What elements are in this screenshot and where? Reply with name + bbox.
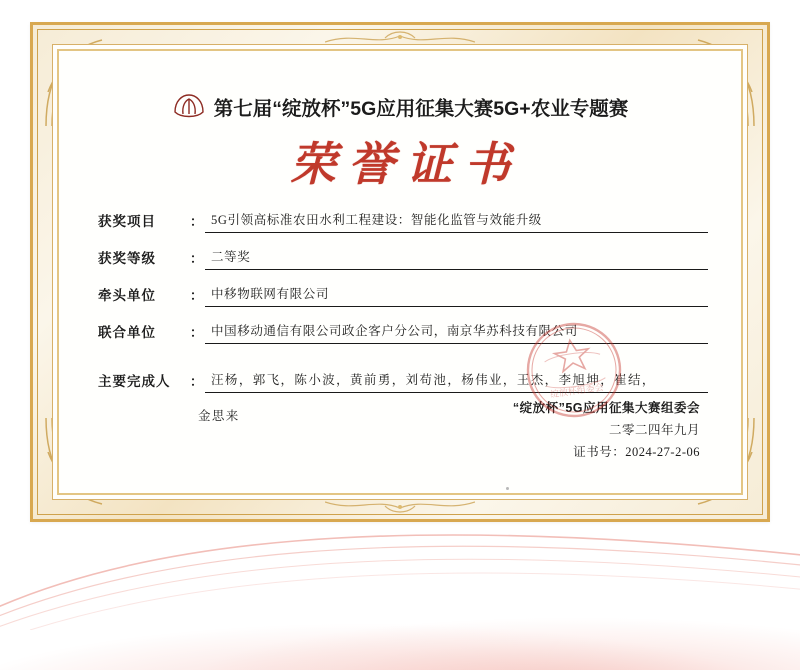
contributors-names-line-2: 金思来 xyxy=(198,409,240,423)
issue-date: 二零二四年九月 xyxy=(608,423,700,438)
field-value-underline xyxy=(205,247,708,270)
field-row xyxy=(98,321,708,344)
signoff-block xyxy=(513,398,700,464)
certificate-number-row xyxy=(513,442,700,464)
field-value: 中移物联网有限公司 xyxy=(211,287,329,301)
field-colon: ： xyxy=(190,288,204,303)
field-row xyxy=(98,284,708,307)
lotus-logo-icon xyxy=(172,92,206,122)
field-value-underline xyxy=(205,321,708,344)
contributors-underline xyxy=(205,370,708,393)
honor-title: 荣誉证书 xyxy=(290,139,522,190)
paper-speck xyxy=(506,487,509,490)
field-label: 牵头单位 xyxy=(98,288,156,303)
edge-ornament-icon xyxy=(325,498,475,514)
contributors-label-spacer xyxy=(98,425,190,428)
field-value-underline xyxy=(205,284,708,307)
contributors-colon: ： xyxy=(190,374,204,389)
field-row xyxy=(98,210,708,233)
certificate-content xyxy=(92,74,708,470)
svg-text:绽放杯组委会: 绽放杯组委会 xyxy=(549,382,605,400)
field-value: 二等奖 xyxy=(211,250,251,264)
competition-title-row xyxy=(92,92,708,122)
contributors-names-line-1: 汪杨，郭飞，陈小波，黄前勇，刘苟池，杨伟业，王杰，李旭坤，崔结， xyxy=(211,373,656,387)
certificate-card xyxy=(30,22,770,522)
issuer-name: “绽放杯”5G应用征集大赛组委会 xyxy=(512,401,700,416)
field-colon: ： xyxy=(190,214,204,229)
field-colon: ： xyxy=(190,251,204,266)
field-colon: ： xyxy=(190,325,204,340)
field-label: 获奖项目 xyxy=(98,214,156,229)
certificate-number-label: 证书号： xyxy=(573,445,626,460)
field-value: 中国移动通信有限公司政企客户分公司，南京华苏科技有限公司 xyxy=(211,324,578,338)
contributors-label: 主要完成人 xyxy=(98,374,171,389)
competition-title: 第七届“绽放杯”5G应用征集大赛5G+农业专题赛 xyxy=(213,98,629,120)
field-label: 获奖等级 xyxy=(98,251,156,266)
field-row xyxy=(98,247,708,270)
certificate-number-value: 2024-27-2-06 xyxy=(625,445,700,460)
field-value-underline xyxy=(205,210,708,233)
contributors-row xyxy=(98,370,708,393)
field-value: 5G引领高标准农田水利工程建设：智能化监管与效能升级 xyxy=(211,213,542,227)
field-label: 联合单位 xyxy=(98,325,156,340)
field-list xyxy=(92,210,708,344)
